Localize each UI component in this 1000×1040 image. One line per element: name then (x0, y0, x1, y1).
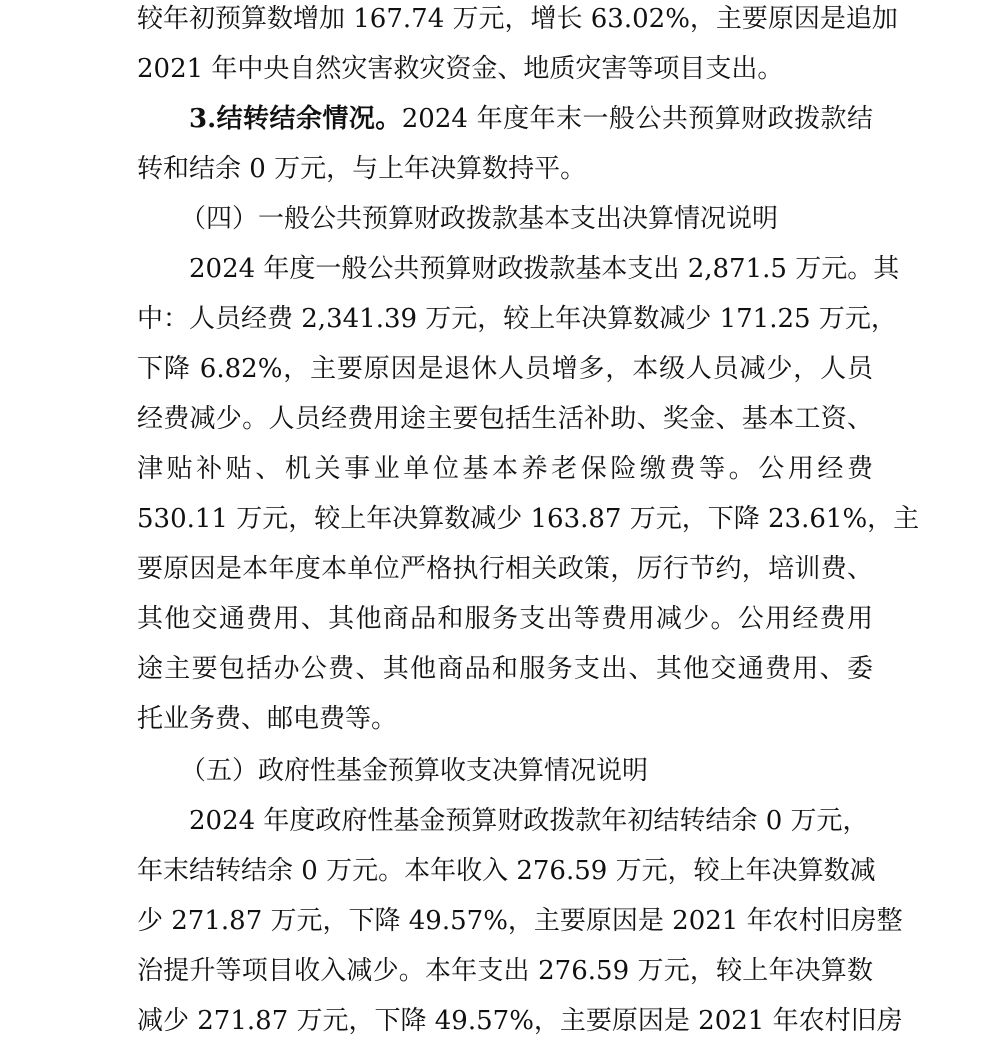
paragraph-line: 其他交通费用、其他商品和服务支出等费用减少。公用经费用 (137, 604, 873, 634)
paragraph-line: 经费减少。人员经费用途主要包括生活补助、奖金、基本工资、 (137, 404, 873, 434)
paragraph-line: 途主要包括办公费、其他商品和服务支出、其他交通费用、委 (137, 654, 873, 684)
section-heading: （四）一般公共预算财政拨款基本支出决算情况说明 (180, 204, 779, 234)
paragraph-line: 较年初预算数增加 167.74 万元，增长 63.02%，主要原因是追加 (137, 4, 898, 34)
paragraph-line: 要原因是本年度本单位严格执行相关政策，厉行节约，培训费、 (137, 554, 873, 584)
paragraph-line: 2024 年度政府性基金预算财政拨款年初结转结余 0 万元， (189, 806, 869, 836)
paragraph-text: 2024 年度年末一般公共预算财政拨款结 (401, 104, 873, 134)
section-heading: （五）政府性基金预算收支决算情况说明 (180, 756, 649, 786)
paragraph-line: 下降 6.82%，主要原因是退休人员增多，本级人员减少，人员 (137, 354, 873, 384)
paragraph-line: 治提升等项目收入减少。本年支出 276.59 万元，较上年决算数 (137, 956, 873, 986)
paragraph-line: 转和结余 0 万元，与上年决算数持平。 (137, 154, 587, 184)
paragraph-line (189, 101, 873, 137)
paragraph-line: 减少 271.87 万元，下降 49.57%，主要原因是 2021 年农村旧房 (137, 1006, 903, 1036)
section-heading-inline: 3.结转结余情况。 (189, 104, 402, 134)
paragraph-line: 2021 年中央自然灾害救灾资金、地质灾害等项目支出。 (137, 54, 784, 84)
paragraph-line: 少 271.87 万元，下降 49.57%，主要原因是 2021 年农村旧房整 (137, 906, 903, 936)
paragraph-line: 中：人员经费 2,341.39 万元，较上年决算数减少 171.25 万元， (137, 304, 897, 334)
paragraph-line: 530.11 万元，较上年决算数减少 163.87 万元，下降 23.61%，主 (137, 504, 920, 534)
paragraph-line: 托业务费、邮电费等。 (137, 704, 398, 734)
paragraph-line: 津贴补贴、机关事业单位基本养老保险缴费等。公用经费 (137, 454, 873, 484)
paragraph-line: 年末结转结余 0 万元。本年收入 276.59 万元，较上年决算数减 (137, 856, 876, 886)
paragraph-line: 2024 年度一般公共预算财政拨款基本支出 2,871.5 万元。其 (189, 254, 900, 284)
